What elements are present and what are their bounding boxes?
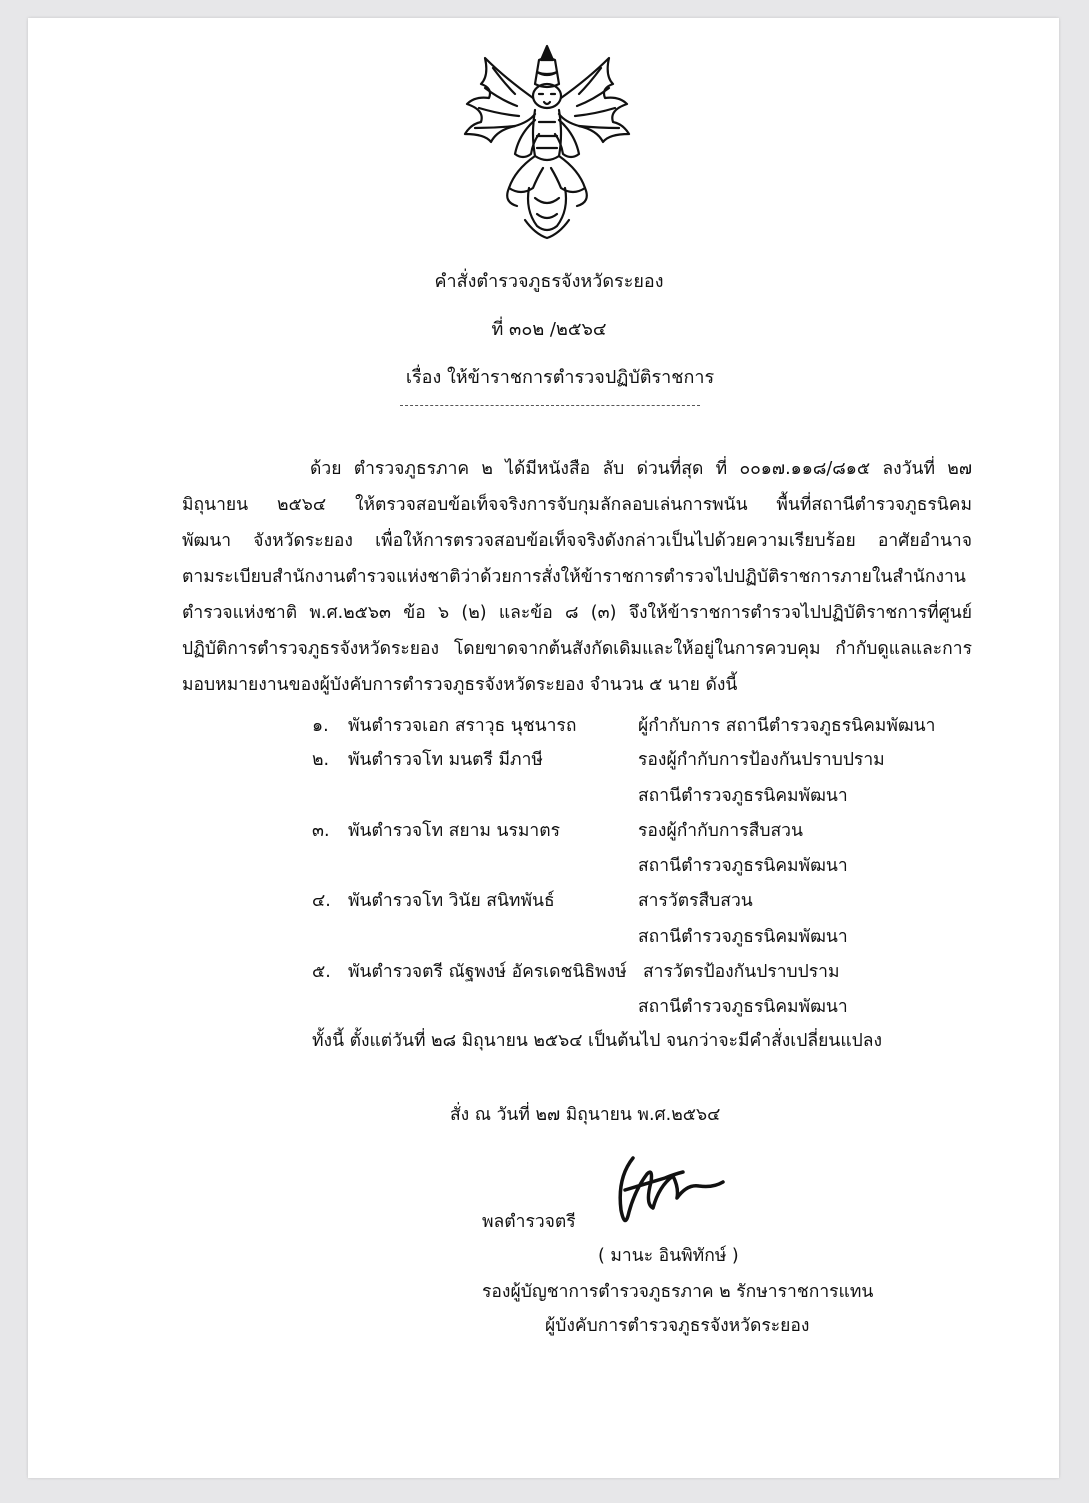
order-subject: เรื่อง ให้ข้าราชการตำรวจปฏิบัติราชการ — [405, 367, 715, 388]
officer-name: พันตำรวจโท มนตรี มีภาษี — [348, 750, 543, 770]
signatory-name: ( มานะ อินพิทักษ์ ) — [598, 1246, 739, 1266]
signatory-title: รองผู้บัญชาการตำรวจภูธรภาค ๒ รักษาราชการแทน — [482, 1282, 874, 1302]
officer-number: ๔. — [312, 891, 331, 911]
officer-position-station: สถานีตำรวจภูธรนิคมพัฒนา — [638, 786, 848, 806]
officer-number: ๑. — [312, 716, 329, 736]
officer-name: พันตำรวจโท สยาม นรมาตร — [348, 821, 561, 841]
body-line-1-container — [310, 451, 972, 487]
header-divider — [400, 405, 700, 406]
officer-position-station: สถานีตำรวจภูธรนิคมพัฒนา — [638, 997, 848, 1017]
body-line: มิถุนายน ๒๕๖๔ ให้ตรวจสอบข้อเท็จจริงการจับกุมลักลอบเล่นการพนัน พื้นที่สถานีตำรวจภูธรนิคม — [182, 495, 972, 515]
body-line: ด้วย ตำรวจภูธรภาค ๒ ได้มีหนังสือ ลับ ด่วนที่สุด ที่ ๐๐๑๗.๑๑๘/๘๑๕ ลงวันที่ ๒๗ — [310, 459, 972, 479]
officer-position: สารวัตรป้องกันปราบปราม — [643, 962, 840, 982]
body-line: ตามระเบียบสำนักงานตำรวจแห่งชาติว่าด้วยการสั่งให้ข้าราชการตำรวจไปปฏิบัติราชการภายในสำนักงาน — [182, 567, 966, 587]
officer-number: ๕. — [312, 962, 331, 982]
body-line: มอบหมายงานของผู้บังคับการตำรวจภูธรจังหวัดระยอง จำนวน ๕ นาย ดังนี้ — [182, 675, 738, 695]
officer-number: ๒. — [312, 750, 330, 770]
order-title: คำสั่งตำรวจภูธรจังหวัดระยอง — [434, 271, 664, 292]
officer-position: สารวัตรสืบสวน — [638, 891, 753, 911]
officer-position-station: สถานีตำรวจภูธรนิคมพัฒนา — [638, 927, 848, 947]
handwritten-signature — [595, 1138, 725, 1238]
effective-statement: ทั้งนี้ ตั้งแต่วันที่ ๒๘ มิถุนายน ๒๕๖๔ เป็นต้นไป จนกว่าจะมีคำสั่งเปลี่ยนแปลง — [312, 1031, 882, 1051]
garuda-emblem-icon — [445, 38, 650, 243]
ordered-date: สั่ง ณ วันที่ ๒๗ มิถุนายน พ.ศ.๒๕๖๔ — [450, 1105, 721, 1125]
officer-name: พันตำรวจโท วินัย สนิทพันธ์ — [348, 891, 555, 911]
signatory-rank: พลตำรวจตรี — [482, 1212, 576, 1232]
officer-name: พันตำรวจตรี ณัฐพงษ์ อัครเดชนิธิพงษ์ — [348, 962, 627, 982]
body-line: ตำรวจแห่งชาติ พ.ศ.๒๕๖๓ ข้อ ๖ (๒) และข้อ ๘ (๓) จึงให้ข้าราชการตำรวจไปปฏิบัติราชการที่ศูนย์ — [182, 603, 972, 623]
officer-position: ผู้กำกับการ สถานีตำรวจภูธรนิคมพัฒนา — [638, 716, 936, 736]
body-line: ปฏิบัติการตำรวจภูธรจังหวัดระยอง โดยขาดจากต้นสังกัดเดิมและให้อยู่ในการควบคุม กำกับดูแลและการ — [182, 639, 972, 659]
officer-position: รองผู้กำกับการป้องกันปราบปราม — [638, 750, 885, 770]
officer-position-station: สถานีตำรวจภูธรนิคมพัฒนา — [638, 856, 848, 876]
order-number: ที่ ๓๐๒ /๒๕๖๔ — [491, 319, 607, 340]
officer-name: พันตำรวจเอก สราวุธ นุชนารถ — [348, 716, 577, 736]
body-line: พัฒนา จังหวัดระยอง เพื่อให้การตรวจสอบข้อเท็จจริงดังกล่าวเป็นไปด้วยความเรียบร้อย อาศัยอำนาจ — [182, 531, 972, 551]
body-paragraph — [182, 487, 972, 703]
officer-position: รองผู้กำกับการสืบสวน — [638, 821, 803, 841]
officer-number: ๓. — [312, 821, 330, 841]
signatory-title-2: ผู้บังคับการตำรวจภูธรจังหวัดระยอง — [545, 1316, 810, 1336]
